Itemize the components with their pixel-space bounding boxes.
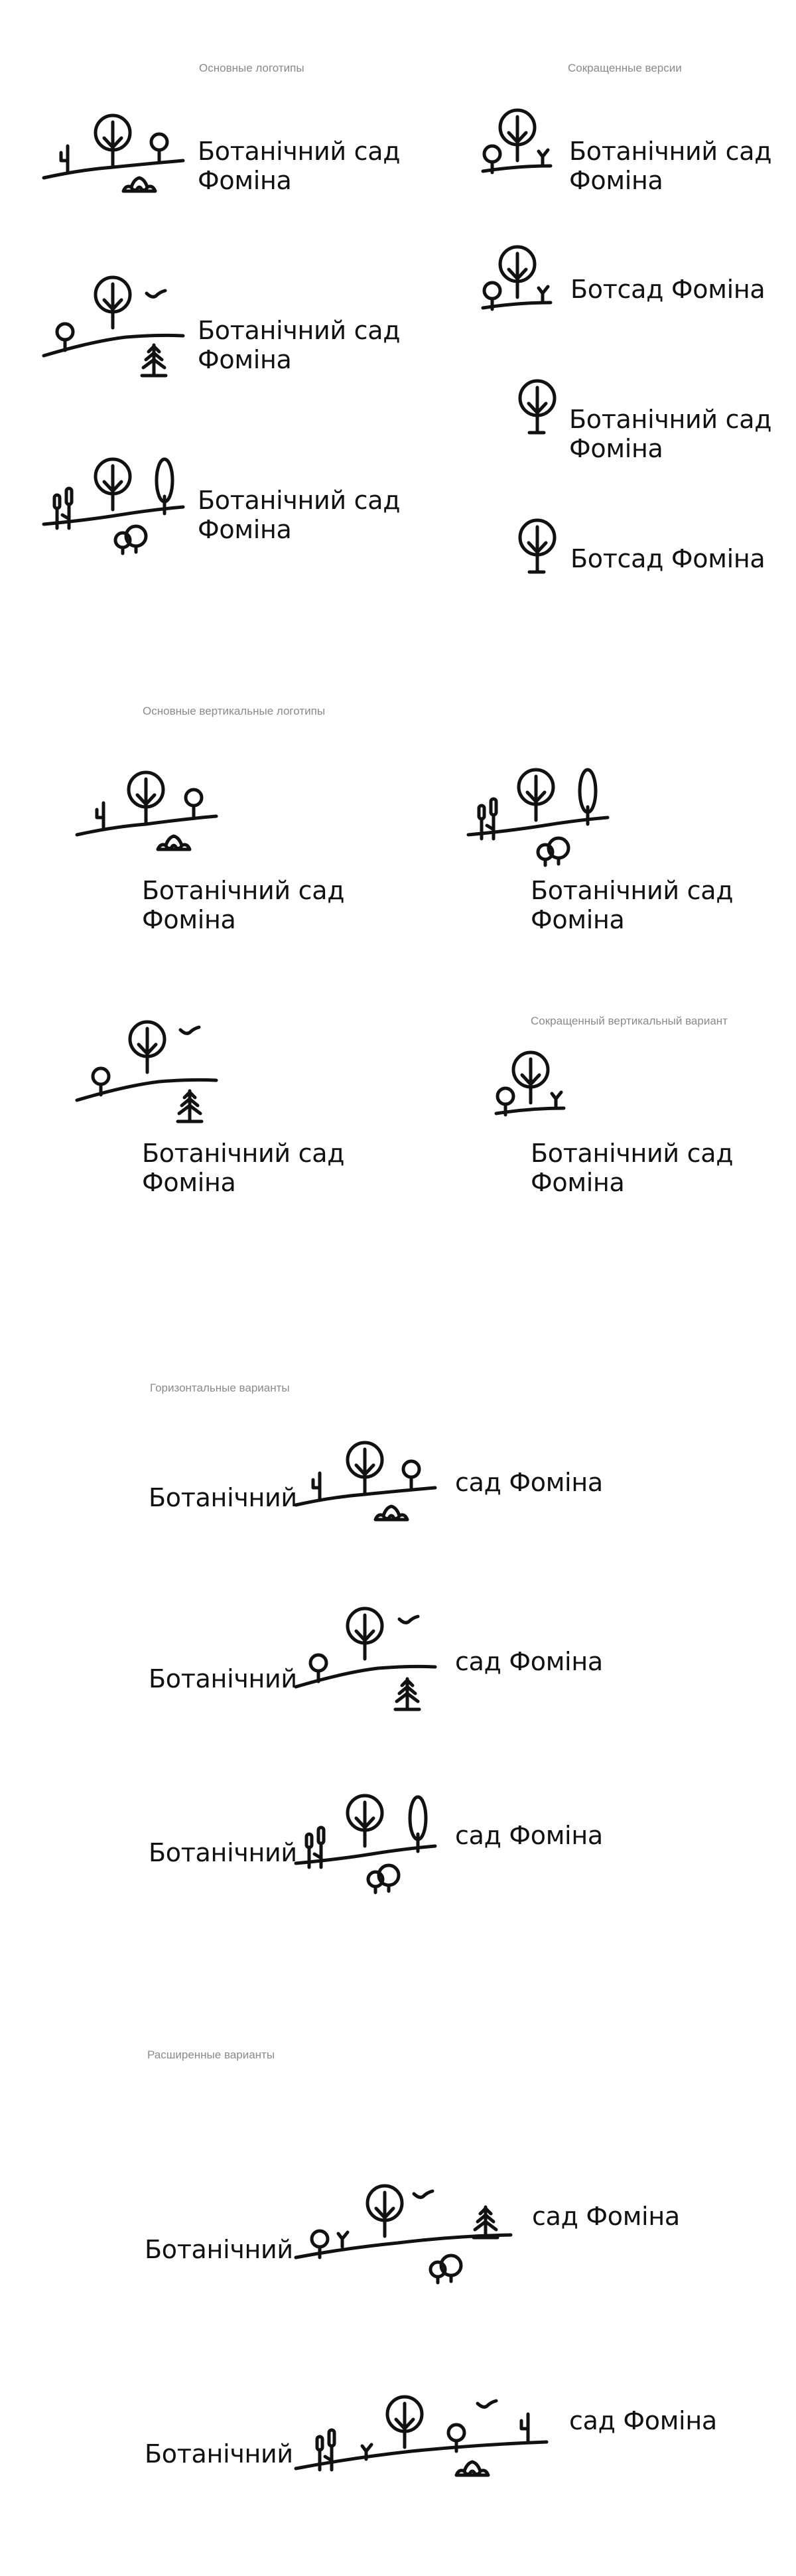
extended-logo-1 xyxy=(292,2170,517,2289)
logo-mark xyxy=(491,1042,584,1128)
horizontal-left-word-3: Ботанічний xyxy=(149,1838,297,1867)
sprout-icon xyxy=(338,2232,348,2247)
tree-icon xyxy=(513,1052,548,1103)
logo-mark xyxy=(40,100,199,206)
logo-mark xyxy=(511,511,564,591)
vertical-logo-reed xyxy=(464,750,624,869)
name-line-2: Фоміна xyxy=(569,434,663,463)
tree-icon xyxy=(348,1796,382,1846)
name-line-2: Фоміна xyxy=(531,1168,625,1197)
main-logo-text-1 xyxy=(198,137,400,195)
name-line-1: Ботанічний сад xyxy=(198,316,401,345)
bird-icon xyxy=(478,2401,496,2407)
cactus-icon xyxy=(521,2414,528,2441)
tree-icon xyxy=(130,1022,165,1072)
tree-icon xyxy=(96,277,130,328)
logo-mark xyxy=(511,372,564,451)
tree-icon xyxy=(520,381,555,431)
name-line-2: Фоміна xyxy=(142,1168,236,1197)
lotus-icon xyxy=(158,836,190,849)
name-line-2: Фоміна xyxy=(569,166,663,195)
tree-icon xyxy=(129,772,163,823)
main-logo-reed xyxy=(40,446,199,565)
main-logo-text-2 xyxy=(198,316,400,374)
logo-mark xyxy=(40,446,199,565)
name-line-1: Ботанічний сад xyxy=(531,1139,734,1168)
short-logo-text-4: Ботсад Фоміна xyxy=(570,544,765,573)
bird-icon xyxy=(180,1027,199,1033)
name-line-1: Ботанічний сад xyxy=(142,1139,345,1168)
section-caption-main-vertical: Основные вертикальные логотипы xyxy=(143,705,326,717)
section-caption-horizontal: Горизонтальные варианты xyxy=(150,1382,290,1394)
horizontal-logo-fir xyxy=(292,1612,451,1725)
logo-mark xyxy=(292,2376,557,2495)
sprout-icon xyxy=(552,1092,561,1107)
name-line-1: Ботанічний сад xyxy=(569,137,772,166)
poplar-icon xyxy=(410,1797,426,1851)
tree-icon xyxy=(500,110,535,161)
tree-icon xyxy=(519,770,553,820)
extended-right-words-1: сад Фоміна xyxy=(532,2202,680,2231)
tree-icon xyxy=(403,1461,419,1488)
tree-icon xyxy=(520,520,555,571)
vertical-logo-text-4 xyxy=(531,1139,733,1197)
bush-icon xyxy=(368,1865,399,1893)
bush-icon xyxy=(431,2255,461,2283)
extended-right-words-2: сад Фоміна xyxy=(569,2406,717,2435)
vertical-logo-short xyxy=(491,1042,584,1128)
logo-mark xyxy=(478,100,570,186)
tree-icon xyxy=(348,1443,382,1493)
bird-icon xyxy=(414,2191,432,2197)
logo-mark xyxy=(478,236,570,322)
tree-icon xyxy=(57,324,73,350)
poplar-icon xyxy=(580,770,596,824)
name-line-1: Ботанічний сад xyxy=(569,405,772,434)
logo-mark xyxy=(73,1015,232,1135)
short-logo-text-3 xyxy=(569,405,771,463)
lotus-icon xyxy=(123,178,155,191)
main-logo-fir xyxy=(40,277,199,390)
fir-icon xyxy=(395,1679,419,1709)
tree-icon xyxy=(500,247,535,297)
extended-left-word-2: Ботанічний xyxy=(145,2439,293,2469)
vertical-logo-text-3 xyxy=(142,1139,344,1197)
cactus-icon xyxy=(97,803,103,829)
sprout-icon xyxy=(539,150,548,165)
horizontal-left-word-1: Ботанічний xyxy=(149,1483,297,1512)
section-caption-extended: Расширенные варианты xyxy=(147,2048,275,2061)
main-logo-cactus xyxy=(40,100,199,206)
bush-icon xyxy=(538,838,568,865)
horizontal-right-words-2: сад Фоміна xyxy=(455,1647,603,1676)
vertical-logo-cactus xyxy=(73,750,232,863)
extended-left-word-1: Ботанічний xyxy=(145,2235,293,2264)
logo-mark xyxy=(292,1785,451,1904)
section-caption-main-logos: Основные логотипы xyxy=(199,62,304,74)
section-caption-short-versions: Сокращенные версии xyxy=(568,62,682,74)
name-line-2: Фоміна xyxy=(198,166,292,195)
poplar-icon xyxy=(157,459,172,514)
tree-icon xyxy=(367,2186,402,2236)
tree-icon xyxy=(96,115,130,166)
logo-mark xyxy=(292,2170,517,2289)
sprout-icon xyxy=(539,287,548,301)
name-line-1: Ботанічний сад xyxy=(198,486,401,515)
name-line-2: Фоміна xyxy=(198,515,292,544)
horizontal-logo-cactus xyxy=(292,1427,451,1539)
name-line-1: Ботанічний сад xyxy=(531,876,734,905)
name-line-1: Ботанічний сад xyxy=(198,137,401,166)
vertical-logo-fir xyxy=(73,1015,232,1135)
cactus-icon xyxy=(61,146,68,173)
short-logo-text-1 xyxy=(569,137,771,195)
short-logo-1 xyxy=(478,100,570,186)
cactus-icon xyxy=(313,1473,320,1500)
horizontal-right-words-1: сад Фоміна xyxy=(455,1468,603,1497)
name-line-2: Фоміна xyxy=(142,905,236,934)
logo-mark xyxy=(73,750,232,863)
horizontal-right-words-3: сад Фоміна xyxy=(455,1821,603,1850)
horizontal-logo-reed xyxy=(292,1785,451,1904)
lotus-icon xyxy=(375,1506,407,1520)
logo-mark xyxy=(292,1612,451,1725)
logo-mark xyxy=(40,277,199,390)
short-logo-2 xyxy=(478,236,570,322)
section-caption-short-vertical: Сокращенный вертикальный вариант xyxy=(531,1015,728,1027)
logo-mark xyxy=(464,750,624,869)
bird-icon xyxy=(147,291,165,297)
short-logo-4 xyxy=(511,511,564,591)
fir-icon xyxy=(142,345,166,376)
tree-icon xyxy=(151,134,167,161)
fir-icon xyxy=(474,2207,498,2238)
fir-icon xyxy=(178,1091,202,1121)
extended-logo-2 xyxy=(292,2376,557,2495)
tree-icon xyxy=(186,790,202,816)
bush-icon xyxy=(115,526,146,553)
tree-icon xyxy=(348,1609,382,1659)
main-logo-text-3 xyxy=(198,486,400,544)
vertical-logo-text-2 xyxy=(531,876,733,934)
bird-icon xyxy=(399,1616,418,1622)
tree-icon xyxy=(96,459,130,510)
logo-mark xyxy=(292,1427,451,1539)
name-line-2: Фоміна xyxy=(531,905,625,934)
short-logo-3 xyxy=(511,372,564,451)
name-line-1: Ботанічний сад xyxy=(142,876,345,905)
short-logo-text-2: Ботсад Фоміна xyxy=(570,275,765,304)
lotus-icon xyxy=(456,2462,488,2475)
tree-icon xyxy=(387,2397,422,2447)
horizontal-left-word-2: Ботанічний xyxy=(149,1664,297,1693)
name-line-2: Фоміна xyxy=(198,345,292,374)
vertical-logo-text-1 xyxy=(142,876,344,934)
